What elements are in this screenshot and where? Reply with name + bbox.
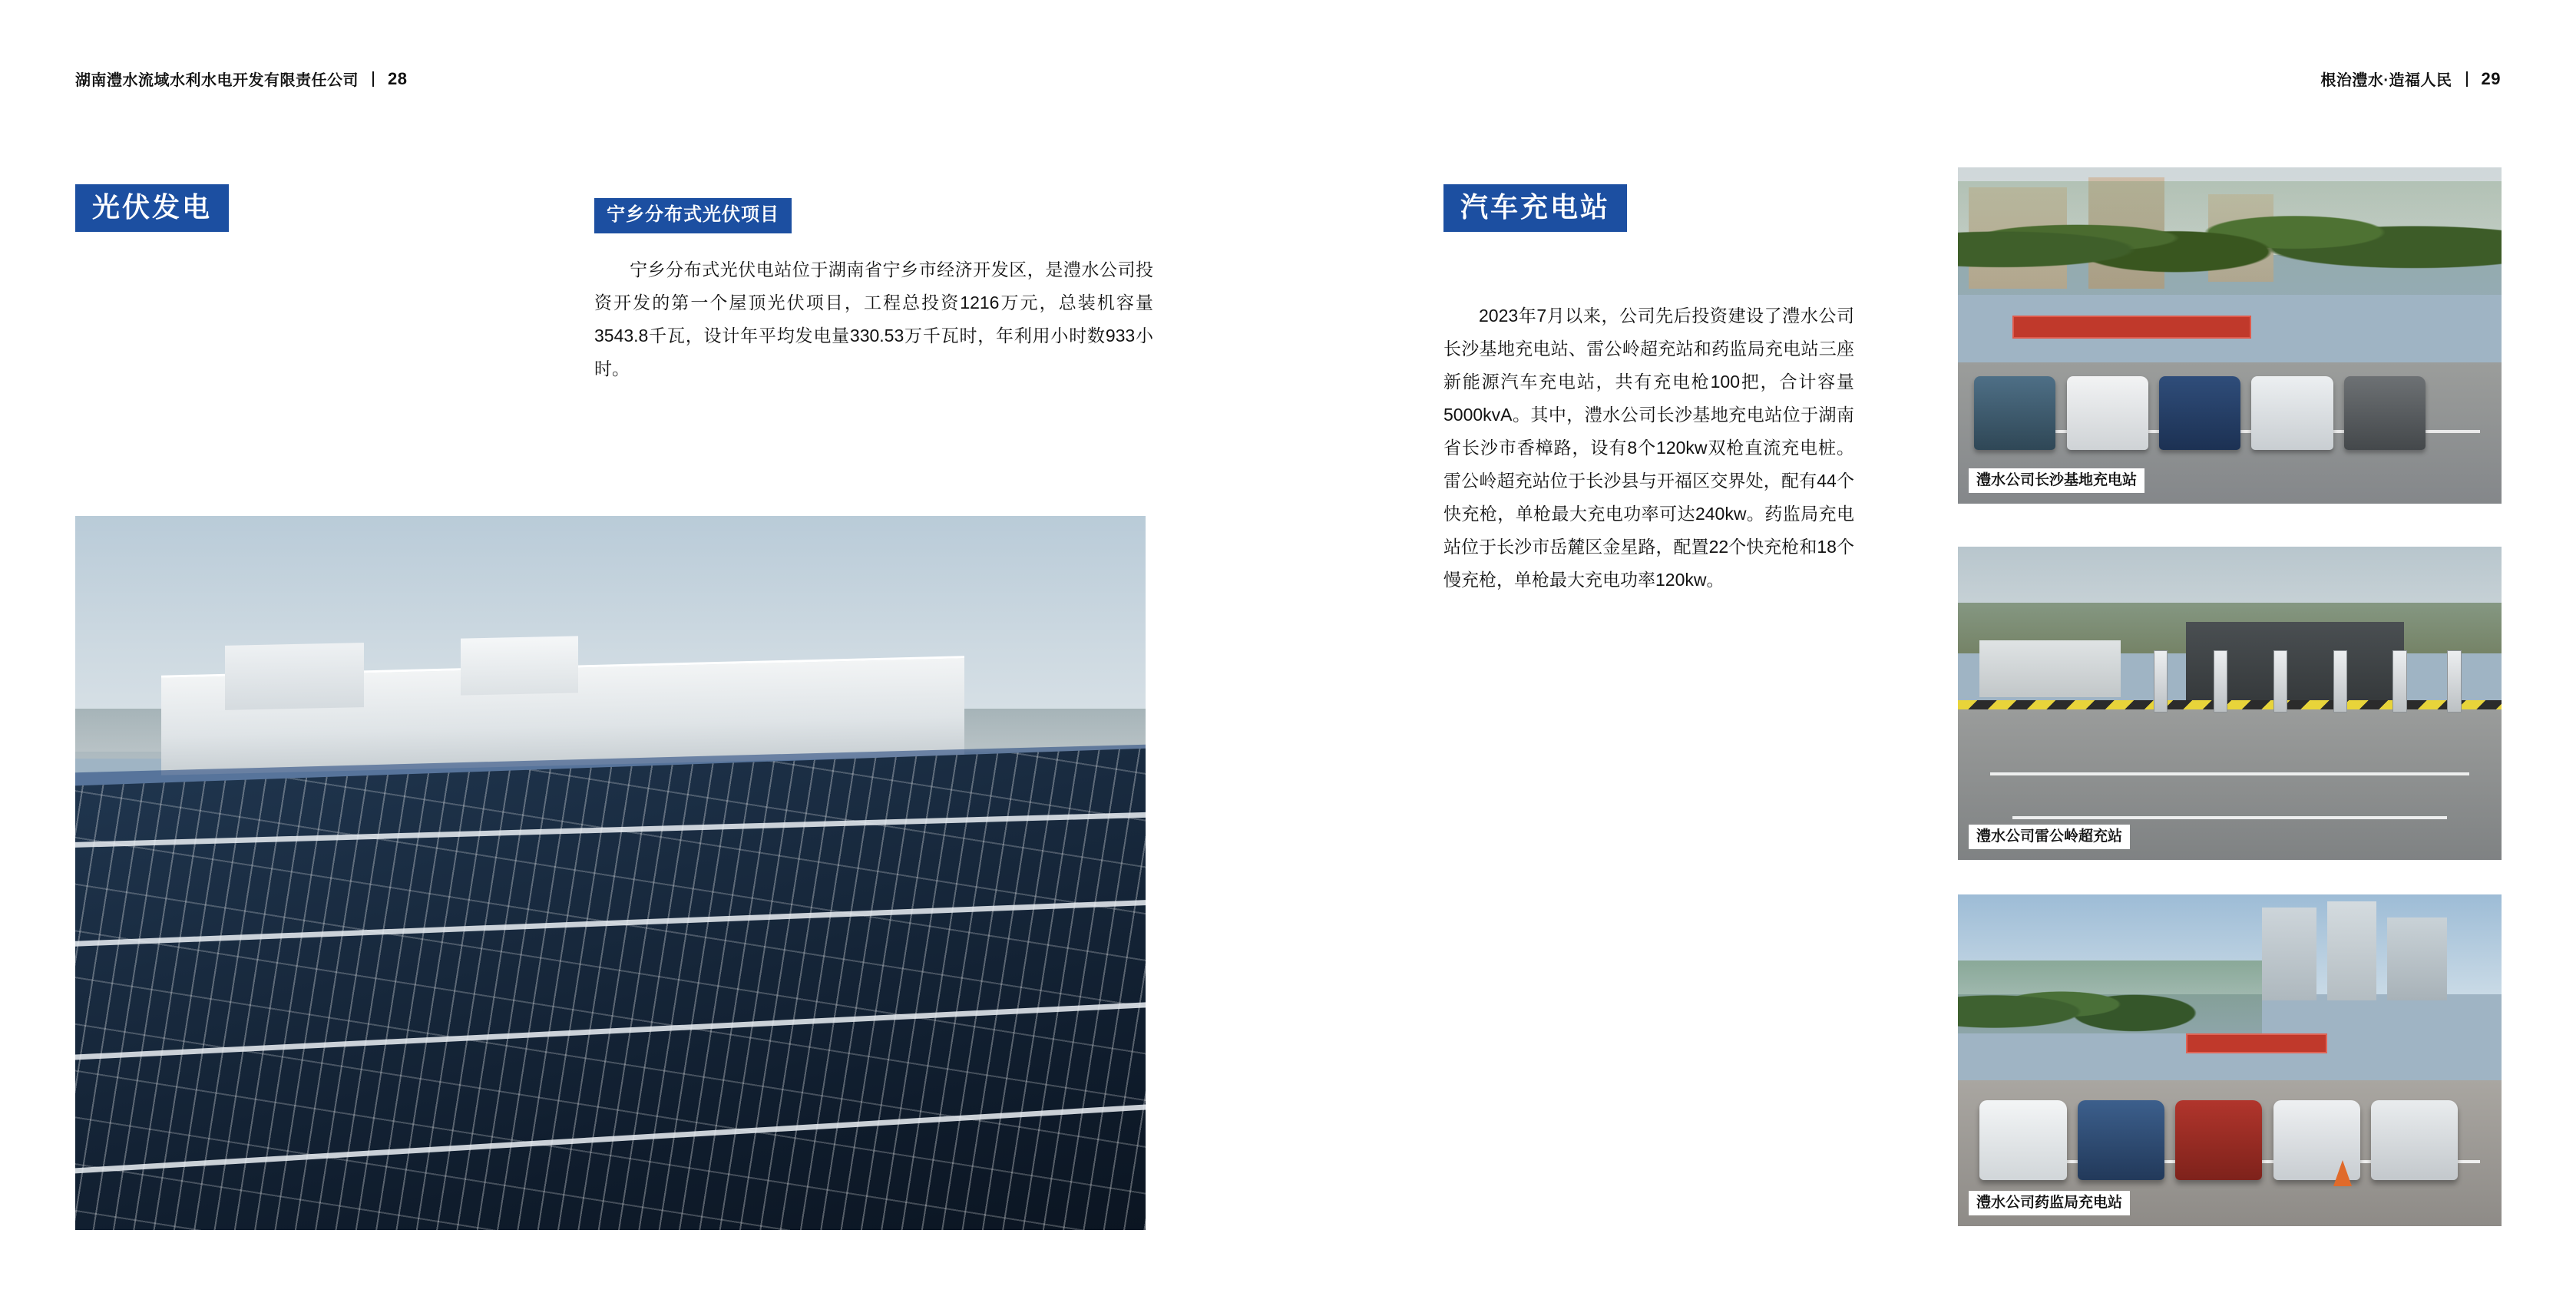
photo-car xyxy=(2251,376,2333,450)
photo-red-banner xyxy=(2012,316,2252,339)
photo-red-banner xyxy=(2186,1033,2327,1053)
subsection-title-ningxiang: 宁乡分布式光伏项目 xyxy=(594,198,792,233)
running-head-right xyxy=(2320,68,2501,90)
photo-car xyxy=(2175,1100,2262,1180)
photo-trees xyxy=(1958,960,2262,1033)
photo-building-tertiary xyxy=(461,636,578,696)
photo-car xyxy=(2159,376,2240,450)
photo-traffic-cone xyxy=(2333,1160,2352,1186)
photo-changsha-base-station xyxy=(1958,167,2502,504)
section-title-photovoltaic: 光伏发电 xyxy=(75,184,229,232)
running-head-divider xyxy=(372,71,374,87)
photo-white-building xyxy=(1979,640,2121,696)
paragraph-photovoltaic: 宁乡分布式光伏电站位于湖南省宁乡市经济开发区，是澧水公司投资开发的第一个屋顶光伏项目，工程总投资1216万元，总装机容量3543.8千瓦，设计年平均发电量330.53万千瓦时，年利用小时数933小时。 xyxy=(594,260,1153,379)
photo-caption: 澧水公司长沙基地充电站 xyxy=(1969,468,2144,493)
photo-charging-pile xyxy=(2154,650,2168,713)
photo-car xyxy=(2371,1100,2458,1180)
photo-car xyxy=(1974,376,2055,450)
page-number-right: 29 xyxy=(2481,68,2501,88)
paragraph-charging-station: 2023年7月以来，公司先后投资建设了澧水公司长沙基地充电站、雷公岭超充站和药监局充电站三座新能源汽车充电站，共有充电枪100把，合计容量5000kvA。其中，澧水公司长沙基地充电站位于湖南省长沙市香樟路，设有8个120kw双枪直流充电桩。雷公岭超充站位于长沙县与开福区交界处，配有44个快充枪，单枪最大充电功率可达240kw。药监局充电站位于长沙市岳麓区金星路，配置22个快充枪和18个慢充枪，单枪最大充电功率120kw。 xyxy=(1443,306,1854,590)
photo-charging-pile xyxy=(2333,650,2347,713)
photo-parking-line xyxy=(1990,772,2469,775)
photo-leigongling-supercharge-station xyxy=(1958,547,2502,860)
photo-car xyxy=(1979,1100,2066,1180)
running-head-left xyxy=(75,68,407,90)
page-number-left: 28 xyxy=(388,68,408,88)
running-head-left-text: 湖南澧水流域水利水电开发有限责任公司 xyxy=(75,72,359,89)
photo-charging-pile xyxy=(2273,650,2287,713)
photo-high-rise xyxy=(2387,918,2447,1000)
photo-parking-line xyxy=(2012,816,2447,819)
running-head-right-text: 根治澧水·造福人民 xyxy=(2320,72,2452,89)
photo-car xyxy=(2067,376,2148,450)
section-title-charging-station: 汽车充电站 xyxy=(1443,184,1627,232)
photo-car xyxy=(2078,1100,2164,1180)
photo-solar-array xyxy=(75,516,1146,1230)
photo-high-rise xyxy=(2262,908,2316,1000)
photo-charging-pile xyxy=(2214,650,2227,713)
photo-car xyxy=(2344,376,2426,450)
photo-high-rise xyxy=(2327,901,2376,1001)
running-head-divider-right xyxy=(2466,71,2468,87)
photo-building-secondary xyxy=(225,643,364,709)
photo-trees xyxy=(1958,181,2502,296)
photo-caption: 澧水公司雷公岭超充站 xyxy=(1969,825,2130,849)
photo-drug-administration-station xyxy=(1958,894,2502,1226)
photo-charging-pile xyxy=(2447,650,2461,713)
photo-charging-pile xyxy=(2392,650,2406,713)
photo-pv-panels xyxy=(75,742,1146,1230)
photo-caption: 澧水公司药监局充电站 xyxy=(1969,1191,2130,1215)
